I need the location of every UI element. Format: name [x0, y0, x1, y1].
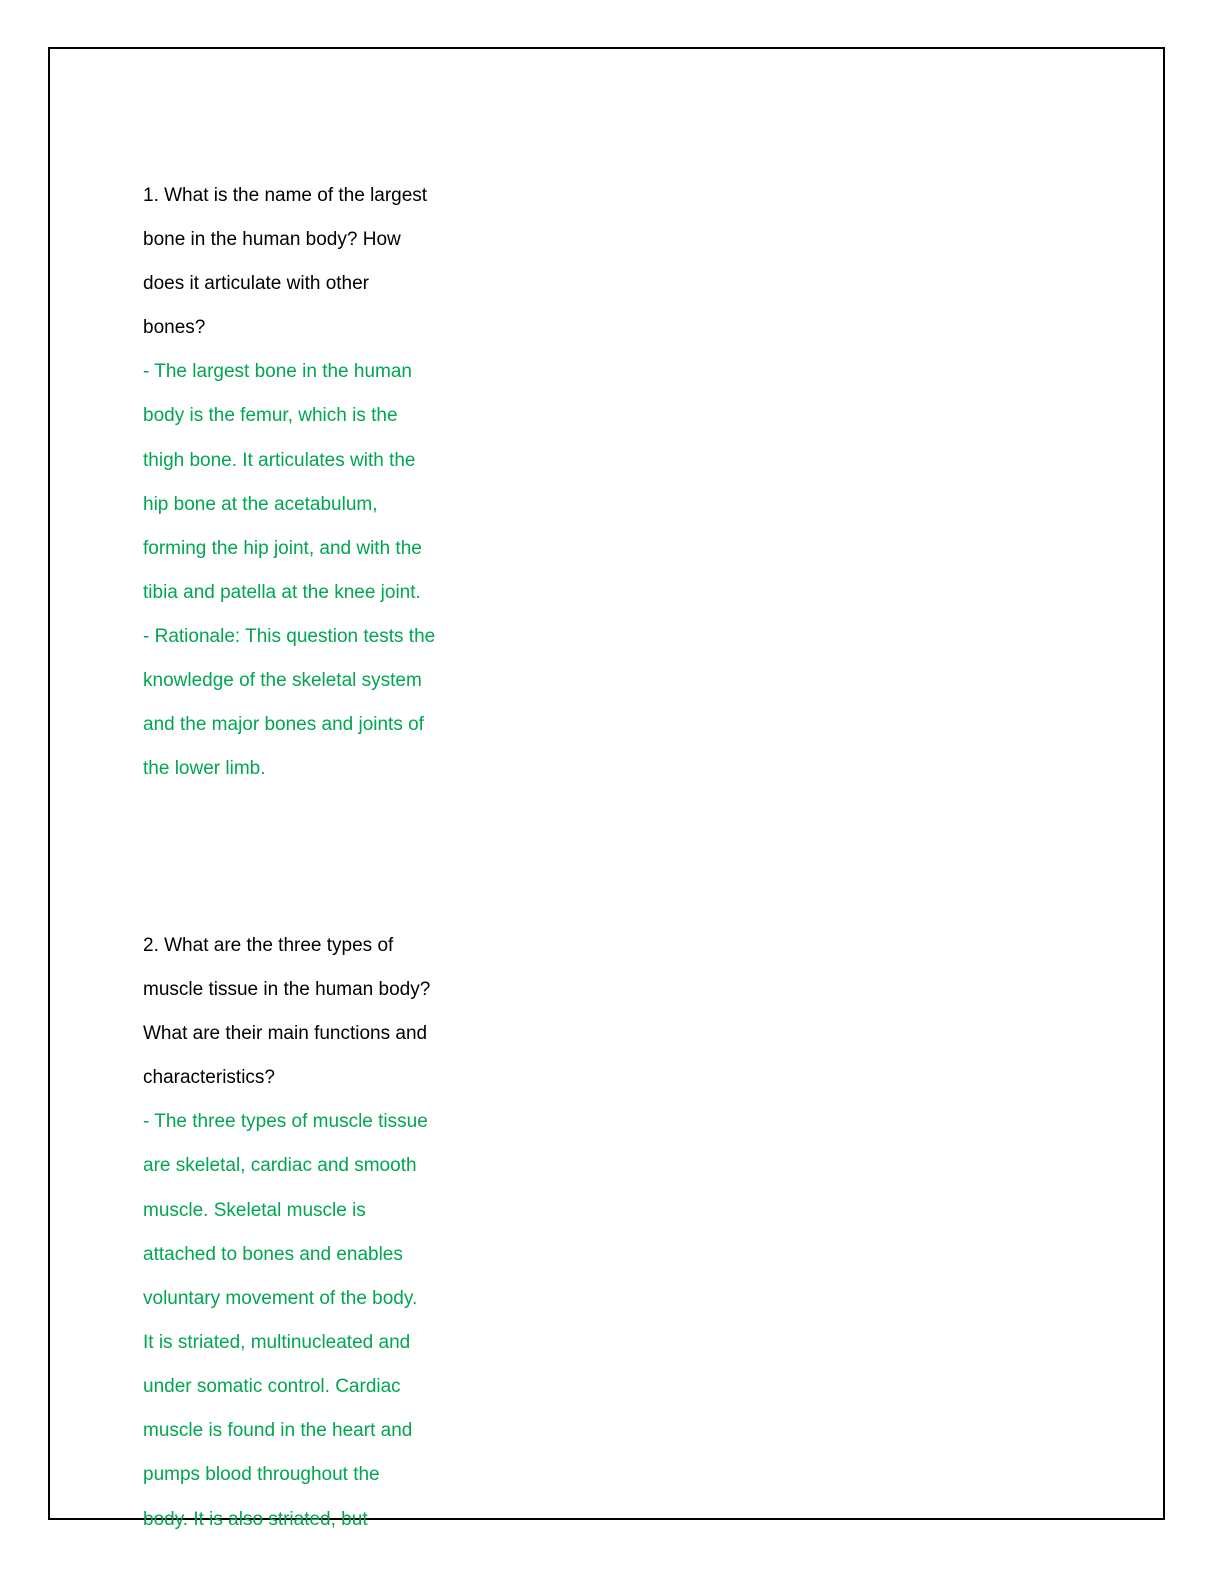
answer-1-line: thigh bone. It articulates with the: [143, 449, 416, 471]
question-1-line: bone in the human body? How: [143, 229, 401, 251]
answer-1-line: forming the hip joint, and with the: [143, 537, 422, 559]
question-2-line: 2. What are the three types of: [143, 935, 394, 956]
question-block-2: [143, 924, 473, 1497]
answer-1-line: hip bone at the acetabulum,: [143, 493, 378, 515]
rationale-1-line: knowledge of the skeletal system: [143, 670, 422, 692]
rationale-1-line: - Rationale: This question tests the: [143, 625, 436, 647]
answer-2-line: under somatic control. Cardiac: [143, 1375, 401, 1397]
answer-2-line: muscle is found in the heart and: [143, 1420, 413, 1442]
question-1-line: 1. What is the name of the largest: [143, 185, 428, 206]
answer-2-line: muscle. Skeletal muscle is: [143, 1199, 366, 1221]
answer-2-line: attached to bones and enables: [143, 1243, 403, 1265]
rationale-1-line: and the major bones and joints of: [143, 714, 424, 736]
answer-2-line: - The three types of muscle tissue: [143, 1111, 428, 1133]
question-2-line: characteristics?: [143, 1067, 275, 1089]
answer-2-line: pumps blood throughout the: [143, 1464, 380, 1486]
answer-2-overflow-line: body. It is also striated, but: [143, 1509, 368, 1530]
answer-1-line: - The largest bone in the human: [143, 361, 412, 383]
question-2-line: muscle tissue in the human body?: [143, 979, 431, 1001]
question-block-1: [143, 174, 473, 791]
rationale-1-line: the lower limb.: [143, 758, 266, 780]
question-2-line: What are their main functions and: [143, 1023, 428, 1045]
answer-1-line: body is the femur, which is the: [143, 405, 398, 427]
answer-2-line: voluntary movement of the body.: [143, 1287, 418, 1309]
answer-2-line: It is striated, multinucleated and: [143, 1331, 411, 1353]
question-1-line: bones?: [143, 317, 206, 339]
answer-1-line: tibia and patella at the knee joint.: [143, 581, 421, 603]
question-1-line: does it articulate with other: [143, 273, 370, 295]
answer-2-line: are skeletal, cardiac and smooth: [143, 1155, 417, 1177]
